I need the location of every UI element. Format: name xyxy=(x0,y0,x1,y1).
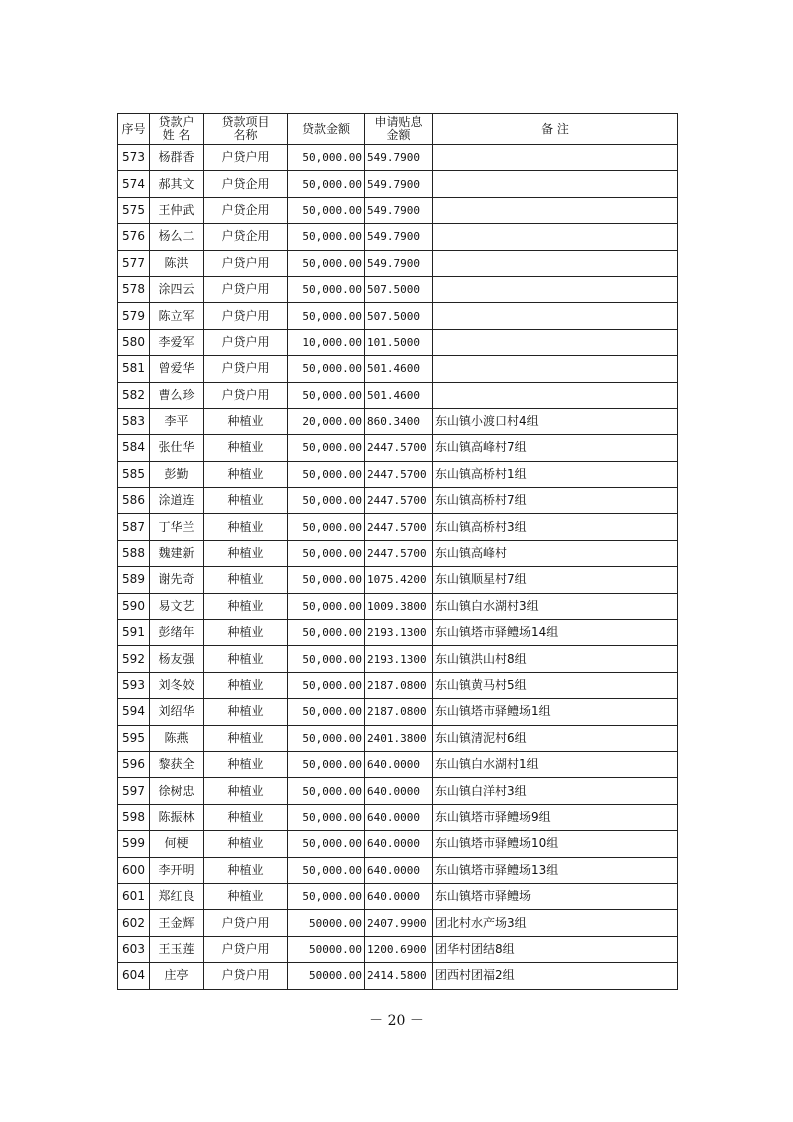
cell-note: 东山镇高桥村3组 xyxy=(433,514,678,540)
cell-seq: 595 xyxy=(118,725,150,751)
cell-seq: 582 xyxy=(118,382,150,408)
table-row xyxy=(118,778,678,804)
cell-note: 东山镇清泥村6组 xyxy=(433,725,678,751)
cell-loan-project: 种植业 xyxy=(204,540,288,566)
cell-subsidy-amount: 860.3400 xyxy=(365,408,433,434)
cell-loan-amount: 20,000.00 xyxy=(288,408,365,434)
cell-loan-amount: 50,000.00 xyxy=(288,435,365,461)
cell-subsidy-amount: 507.5000 xyxy=(365,276,433,302)
table-row xyxy=(118,910,678,936)
cell-subsidy-amount: 2414.5800 xyxy=(365,963,433,989)
cell-loan-amount: 10,000.00 xyxy=(288,329,365,355)
cell-borrower-name: 彭绪年 xyxy=(150,620,204,646)
page-number: － 20 － xyxy=(369,1013,424,1029)
cell-note: 东山镇塔市驿鳢场10组 xyxy=(433,831,678,857)
cell-loan-project: 户贷户用 xyxy=(204,356,288,382)
table-row xyxy=(118,620,678,646)
cell-subsidy-amount: 549.7900 xyxy=(365,171,433,197)
cell-loan-project: 户贷户用 xyxy=(204,382,288,408)
cell-loan-amount: 50,000.00 xyxy=(288,382,365,408)
cell-loan-project: 种植业 xyxy=(204,620,288,646)
cell-seq: 588 xyxy=(118,540,150,566)
cell-loan-project: 户贷户用 xyxy=(204,250,288,276)
cell-subsidy-amount: 1200.6900 xyxy=(365,936,433,962)
cell-loan-amount: 50,000.00 xyxy=(288,778,365,804)
cell-loan-project: 户贷户用 xyxy=(204,910,288,936)
cell-loan-amount: 50,000.00 xyxy=(288,461,365,487)
table-row xyxy=(118,171,678,197)
cell-seq: 598 xyxy=(118,804,150,830)
cell-borrower-name: 陈燕 xyxy=(150,725,204,751)
cell-borrower-name: 杨友强 xyxy=(150,646,204,672)
header-loan-project: 贷款项目 名称 xyxy=(204,114,288,145)
cell-loan-amount: 50,000.00 xyxy=(288,488,365,514)
table-row xyxy=(118,646,678,672)
cell-note xyxy=(433,197,678,223)
cell-seq: 575 xyxy=(118,197,150,223)
cell-loan-amount: 50000.00 xyxy=(288,936,365,962)
cell-loan-project: 种植业 xyxy=(204,461,288,487)
cell-note: 东山镇洪山村8组 xyxy=(433,646,678,672)
cell-seq: 584 xyxy=(118,435,150,461)
cell-loan-project: 种植业 xyxy=(204,857,288,883)
cell-subsidy-amount: 2401.3800 xyxy=(365,725,433,751)
cell-loan-amount: 50,000.00 xyxy=(288,356,365,382)
cell-loan-project: 户贷户用 xyxy=(204,329,288,355)
cell-note: 东山镇塔市驿鳢场1组 xyxy=(433,699,678,725)
cell-loan-amount: 50,000.00 xyxy=(288,224,365,250)
cell-subsidy-amount: 549.7900 xyxy=(365,145,433,171)
table-row xyxy=(118,224,678,250)
cell-loan-amount: 50000.00 xyxy=(288,910,365,936)
cell-subsidy-amount: 640.0000 xyxy=(365,804,433,830)
cell-seq: 596 xyxy=(118,751,150,777)
cell-borrower-name: 黎获全 xyxy=(150,751,204,777)
cell-seq: 585 xyxy=(118,461,150,487)
cell-note xyxy=(433,329,678,355)
cell-borrower-name: 曾爱华 xyxy=(150,356,204,382)
cell-loan-project: 户贷企用 xyxy=(204,224,288,250)
cell-subsidy-amount: 2447.5700 xyxy=(365,488,433,514)
cell-seq: 593 xyxy=(118,672,150,698)
cell-loan-project: 种植业 xyxy=(204,672,288,698)
cell-note xyxy=(433,250,678,276)
loan-subsidy-table xyxy=(117,113,678,990)
table-row xyxy=(118,435,678,461)
cell-loan-amount: 50,000.00 xyxy=(288,276,365,302)
cell-note xyxy=(433,303,678,329)
cell-borrower-name: 李平 xyxy=(150,408,204,434)
cell-note: 东山镇白洋村3组 xyxy=(433,778,678,804)
table-row xyxy=(118,488,678,514)
cell-seq: 602 xyxy=(118,910,150,936)
cell-borrower-name: 丁华兰 xyxy=(150,514,204,540)
cell-subsidy-amount: 501.4600 xyxy=(365,356,433,382)
header-row xyxy=(118,114,678,145)
cell-borrower-name: 李开明 xyxy=(150,857,204,883)
table-row xyxy=(118,514,678,540)
cell-note: 东山镇塔市驿鳢场9组 xyxy=(433,804,678,830)
cell-borrower-name: 魏建新 xyxy=(150,540,204,566)
table-row xyxy=(118,382,678,408)
cell-subsidy-amount: 640.0000 xyxy=(365,857,433,883)
cell-subsidy-amount: 2447.5700 xyxy=(365,540,433,566)
cell-borrower-name: 何梗 xyxy=(150,831,204,857)
cell-seq: 579 xyxy=(118,303,150,329)
cell-loan-project: 种植业 xyxy=(204,699,288,725)
cell-note: 东山镇白水湖村3组 xyxy=(433,593,678,619)
cell-loan-amount: 50,000.00 xyxy=(288,646,365,672)
cell-note: 团北村水产场3组 xyxy=(433,910,678,936)
cell-loan-amount: 50,000.00 xyxy=(288,857,365,883)
cell-loan-amount: 50,000.00 xyxy=(288,171,365,197)
cell-subsidy-amount: 640.0000 xyxy=(365,751,433,777)
cell-loan-amount: 50,000.00 xyxy=(288,620,365,646)
cell-borrower-name: 杨群香 xyxy=(150,145,204,171)
cell-borrower-name: 王玉莲 xyxy=(150,936,204,962)
table-row xyxy=(118,831,678,857)
table-row xyxy=(118,250,678,276)
cell-subsidy-amount: 1009.3800 xyxy=(365,593,433,619)
cell-borrower-name: 彭勤 xyxy=(150,461,204,487)
cell-loan-amount: 50,000.00 xyxy=(288,593,365,619)
cell-note xyxy=(433,356,678,382)
cell-note: 团西村团福2组 xyxy=(433,963,678,989)
cell-note xyxy=(433,224,678,250)
cell-seq: 594 xyxy=(118,699,150,725)
cell-loan-amount: 50,000.00 xyxy=(288,303,365,329)
header-seq: 序号 xyxy=(118,114,150,145)
cell-subsidy-amount: 2447.5700 xyxy=(365,514,433,540)
cell-subsidy-amount: 2187.0800 xyxy=(365,672,433,698)
table-row xyxy=(118,567,678,593)
table-row xyxy=(118,145,678,171)
cell-borrower-name: 庄亭 xyxy=(150,963,204,989)
cell-loan-project: 种植业 xyxy=(204,435,288,461)
cell-loan-amount: 50,000.00 xyxy=(288,699,365,725)
cell-note: 东山镇顺星村7组 xyxy=(433,567,678,593)
cell-borrower-name: 涂四云 xyxy=(150,276,204,302)
cell-subsidy-amount: 640.0000 xyxy=(365,883,433,909)
table-row xyxy=(118,857,678,883)
header-borrower-name: 贷款户 姓 名 xyxy=(150,114,204,145)
cell-seq: 574 xyxy=(118,171,150,197)
cell-loan-amount: 50,000.00 xyxy=(288,145,365,171)
cell-subsidy-amount: 2193.1300 xyxy=(365,646,433,672)
table-row xyxy=(118,672,678,698)
table-row xyxy=(118,329,678,355)
cell-loan-project: 户贷企用 xyxy=(204,197,288,223)
table-row xyxy=(118,197,678,223)
cell-seq: 576 xyxy=(118,224,150,250)
cell-note: 东山镇塔市驿鳢场 xyxy=(433,883,678,909)
cell-loan-amount: 50,000.00 xyxy=(288,672,365,698)
cell-subsidy-amount: 2447.5700 xyxy=(365,461,433,487)
cell-subsidy-amount: 640.0000 xyxy=(365,831,433,857)
cell-loan-project: 种植业 xyxy=(204,725,288,751)
cell-note: 团华村团结8组 xyxy=(433,936,678,962)
cell-seq: 578 xyxy=(118,276,150,302)
cell-seq: 589 xyxy=(118,567,150,593)
table-row xyxy=(118,883,678,909)
table-row xyxy=(118,276,678,302)
cell-note: 东山镇白水湖村1组 xyxy=(433,751,678,777)
table-row xyxy=(118,408,678,434)
cell-borrower-name: 刘绍华 xyxy=(150,699,204,725)
cell-loan-project: 种植业 xyxy=(204,751,288,777)
cell-note: 东山镇塔市驿鳢场13组 xyxy=(433,857,678,883)
cell-seq: 600 xyxy=(118,857,150,883)
header-loan-amount: 贷款金额 xyxy=(288,114,365,145)
cell-borrower-name: 易文艺 xyxy=(150,593,204,619)
cell-seq: 581 xyxy=(118,356,150,382)
table-row xyxy=(118,804,678,830)
cell-loan-amount: 50,000.00 xyxy=(288,250,365,276)
cell-seq: 597 xyxy=(118,778,150,804)
cell-seq: 586 xyxy=(118,488,150,514)
cell-subsidy-amount: 1075.4200 xyxy=(365,567,433,593)
cell-subsidy-amount: 501.4600 xyxy=(365,382,433,408)
cell-note xyxy=(433,382,678,408)
cell-loan-amount: 50,000.00 xyxy=(288,725,365,751)
cell-loan-project: 种植业 xyxy=(204,567,288,593)
cell-subsidy-amount: 549.7900 xyxy=(365,250,433,276)
cell-borrower-name: 陈振林 xyxy=(150,804,204,830)
cell-subsidy-amount: 2193.1300 xyxy=(365,620,433,646)
table-row xyxy=(118,963,678,989)
cell-borrower-name: 陈立军 xyxy=(150,303,204,329)
cell-note: 东山镇高峰村7组 xyxy=(433,435,678,461)
cell-borrower-name: 王金辉 xyxy=(150,910,204,936)
cell-loan-project: 户贷户用 xyxy=(204,276,288,302)
cell-loan-project: 户贷户用 xyxy=(204,963,288,989)
cell-note xyxy=(433,145,678,171)
cell-seq: 599 xyxy=(118,831,150,857)
cell-borrower-name: 郑红良 xyxy=(150,883,204,909)
cell-seq: 577 xyxy=(118,250,150,276)
cell-loan-project: 种植业 xyxy=(204,593,288,619)
cell-seq: 601 xyxy=(118,883,150,909)
cell-loan-project: 种植业 xyxy=(204,804,288,830)
table-row xyxy=(118,593,678,619)
table-row xyxy=(118,751,678,777)
cell-loan-project: 种植业 xyxy=(204,883,288,909)
cell-note: 东山镇塔市驿鳢场14组 xyxy=(433,620,678,646)
cell-loan-project: 户贷户用 xyxy=(204,145,288,171)
table-row xyxy=(118,540,678,566)
cell-subsidy-amount: 507.5000 xyxy=(365,303,433,329)
cell-note: 东山镇小渡口村4组 xyxy=(433,408,678,434)
cell-subsidy-amount: 101.5000 xyxy=(365,329,433,355)
cell-loan-amount: 50,000.00 xyxy=(288,197,365,223)
cell-loan-amount: 50,000.00 xyxy=(288,514,365,540)
cell-seq: 591 xyxy=(118,620,150,646)
cell-subsidy-amount: 2187.0800 xyxy=(365,699,433,725)
cell-seq: 590 xyxy=(118,593,150,619)
cell-borrower-name: 涂道连 xyxy=(150,488,204,514)
cell-note xyxy=(433,171,678,197)
cell-borrower-name: 曹么珍 xyxy=(150,382,204,408)
cell-borrower-name: 王仲武 xyxy=(150,197,204,223)
cell-loan-project: 户贷户用 xyxy=(204,936,288,962)
cell-subsidy-amount: 549.7900 xyxy=(365,197,433,223)
cell-loan-project: 户贷户用 xyxy=(204,303,288,329)
cell-loan-amount: 50,000.00 xyxy=(288,567,365,593)
cell-subsidy-amount: 2407.9900 xyxy=(365,910,433,936)
cell-note: 东山镇高桥村7组 xyxy=(433,488,678,514)
header-note: 备 注 xyxy=(433,114,678,145)
cell-loan-project: 种植业 xyxy=(204,778,288,804)
table-row xyxy=(118,356,678,382)
cell-loan-amount: 50,000.00 xyxy=(288,540,365,566)
cell-loan-project: 种植业 xyxy=(204,408,288,434)
cell-note: 东山镇黄马村5组 xyxy=(433,672,678,698)
table-row xyxy=(118,461,678,487)
cell-loan-amount: 50000.00 xyxy=(288,963,365,989)
cell-loan-amount: 50,000.00 xyxy=(288,751,365,777)
cell-seq: 604 xyxy=(118,963,150,989)
table-row xyxy=(118,699,678,725)
table-row xyxy=(118,303,678,329)
cell-borrower-name: 李爱军 xyxy=(150,329,204,355)
cell-seq: 587 xyxy=(118,514,150,540)
table-row xyxy=(118,936,678,962)
cell-loan-amount: 50,000.00 xyxy=(288,804,365,830)
cell-borrower-name: 郝其文 xyxy=(150,171,204,197)
cell-seq: 592 xyxy=(118,646,150,672)
cell-loan-project: 户贷企用 xyxy=(204,171,288,197)
cell-subsidy-amount: 640.0000 xyxy=(365,778,433,804)
cell-loan-amount: 50,000.00 xyxy=(288,831,365,857)
header-subsidy-amount: 申请贴息 金额 xyxy=(365,114,433,145)
cell-seq: 583 xyxy=(118,408,150,434)
cell-borrower-name: 陈洪 xyxy=(150,250,204,276)
cell-borrower-name: 徐树忠 xyxy=(150,778,204,804)
cell-subsidy-amount: 549.7900 xyxy=(365,224,433,250)
cell-note xyxy=(433,276,678,302)
cell-loan-project: 种植业 xyxy=(204,488,288,514)
cell-subsidy-amount: 2447.5700 xyxy=(365,435,433,461)
cell-note: 东山镇高桥村1组 xyxy=(433,461,678,487)
cell-borrower-name: 谢先奇 xyxy=(150,567,204,593)
table-row xyxy=(118,725,678,751)
cell-note: 东山镇高峰村 xyxy=(433,540,678,566)
cell-loan-project: 种植业 xyxy=(204,514,288,540)
cell-seq: 580 xyxy=(118,329,150,355)
cell-loan-project: 种植业 xyxy=(204,646,288,672)
cell-loan-amount: 50,000.00 xyxy=(288,883,365,909)
cell-borrower-name: 杨么二 xyxy=(150,224,204,250)
cell-loan-project: 种植业 xyxy=(204,831,288,857)
cell-borrower-name: 刘冬姣 xyxy=(150,672,204,698)
cell-seq: 603 xyxy=(118,936,150,962)
cell-borrower-name: 张仕华 xyxy=(150,435,204,461)
cell-seq: 573 xyxy=(118,145,150,171)
